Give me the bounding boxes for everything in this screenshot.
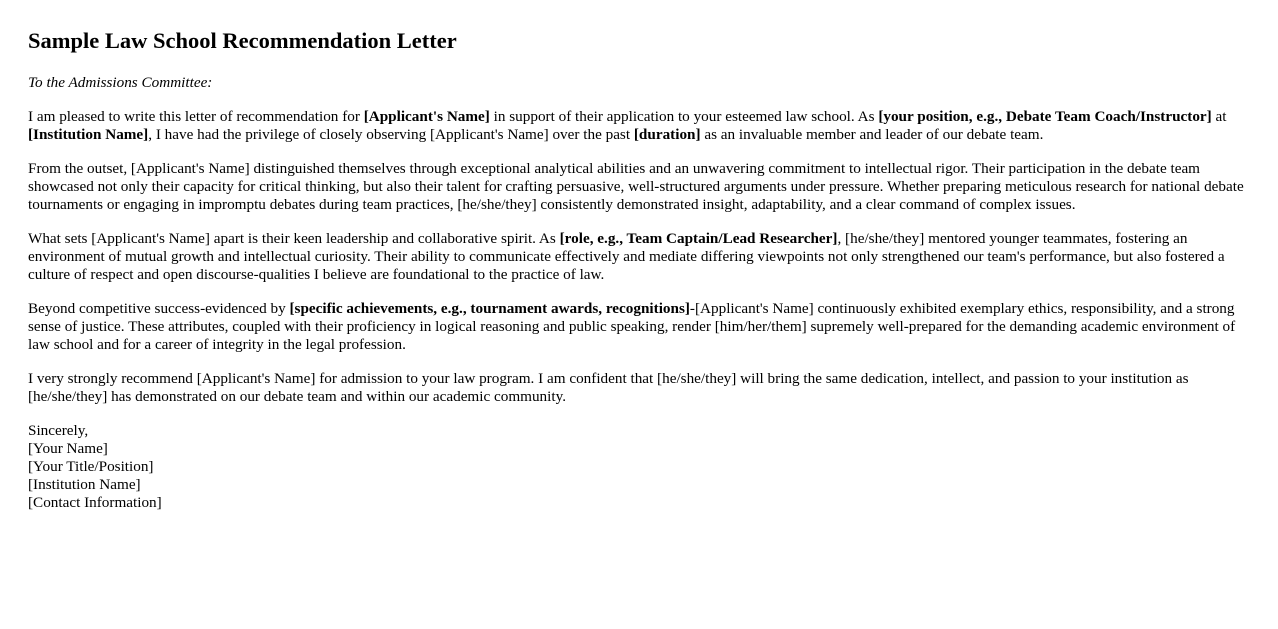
page-title: Sample Law School Recommendation Letter	[28, 28, 457, 53]
paragraph-leadership	[28, 230, 1258, 284]
paragraph-text: in support of their application to your esteemed law school. As	[489, 108, 879, 125]
paragraph-intro	[28, 108, 1258, 144]
placeholder-institution: [Institution Name]	[28, 126, 149, 143]
signature-block	[28, 422, 1258, 512]
paragraph-text: at	[1211, 108, 1227, 125]
paragraph-text: as an invaluable member and leader of our debate team.	[700, 126, 1044, 143]
signature-position: [Your Title/Position]	[28, 458, 154, 475]
paragraph-abilities: From the outset, [Applicant's Name] distinguished themselves through exceptional analytical abilities and an unwavering commitment to intellectual rigor. Their participation in the debate team showcased not only their capacity for critical thinking, but also their talent for crafting persuasive, well-structured arguments under pressure. Whether preparing meticulous research for national debate tournaments or engaging in impromptu debates during team practices, [he/she/they] consistently demonstrated insight, adaptability, and a clear command of complex issues.	[28, 160, 1244, 213]
paragraph-text: Beyond competitive success-evidenced by	[28, 300, 290, 317]
signature-institution: [Institution Name]	[28, 476, 141, 493]
paragraph-text: -[Applicant's Name] continuously exhibited exemplary ethics, responsibility, and a strong sense of justice. These attributes, coupled with their proficiency in logical reasoning and public speaking, render [him/her/them] supremely well-prepared for the demanding academic environment of law school and for a career of integrity in the legal profession.	[28, 300, 1236, 353]
placeholder-role: [role, e.g., Team Captain/Lead Researcher]	[559, 230, 838, 247]
placeholder-applicant-name: [Applicant's Name]	[363, 108, 490, 125]
paragraph-recommendation: I very strongly recommend [Applicant's Name] for admission to your law program. I am confident that [he/she/they] will bring the same dedication, intellect, and passion to your institution as [he/she/they] has demonstrated on our debate team and within our academic community.	[28, 370, 1189, 405]
letter-document	[0, 28, 1278, 512]
placeholder-achievements: [specific achievements, e.g., tournament awards, recognitions]	[289, 300, 690, 317]
signature-name: [Your Name]	[28, 440, 108, 457]
placeholder-position: [your position, e.g., Debate Team Coach/Instructor]	[878, 108, 1212, 125]
signature-contact: [Contact Information]	[28, 494, 162, 511]
paragraph-text: What sets [Applicant's Name] apart is their keen leadership and collaborative spirit. As	[28, 230, 560, 247]
paragraph-text: , [he/she/they] mentored younger teammates, fostering an environment of mutual growth and intellectual curiosity. Their ability to communicate effectively and mediate differing viewpoints not only strengthened our team's performance, but also fostered a culture of respect and open discourse-qualities I believe are foundational to the practice of law.	[28, 230, 1225, 283]
paragraph-text: , I have had the privilege of closely observing [Applicant's Name] over the past	[148, 126, 634, 143]
paragraph-text: I am pleased to write this letter of recommendation for	[28, 108, 364, 125]
signature-closing: Sincerely,	[28, 422, 89, 439]
salutation: To the Admissions Committee:	[28, 74, 213, 91]
paragraph-achievements	[28, 300, 1258, 354]
placeholder-duration: [duration]	[633, 126, 701, 143]
